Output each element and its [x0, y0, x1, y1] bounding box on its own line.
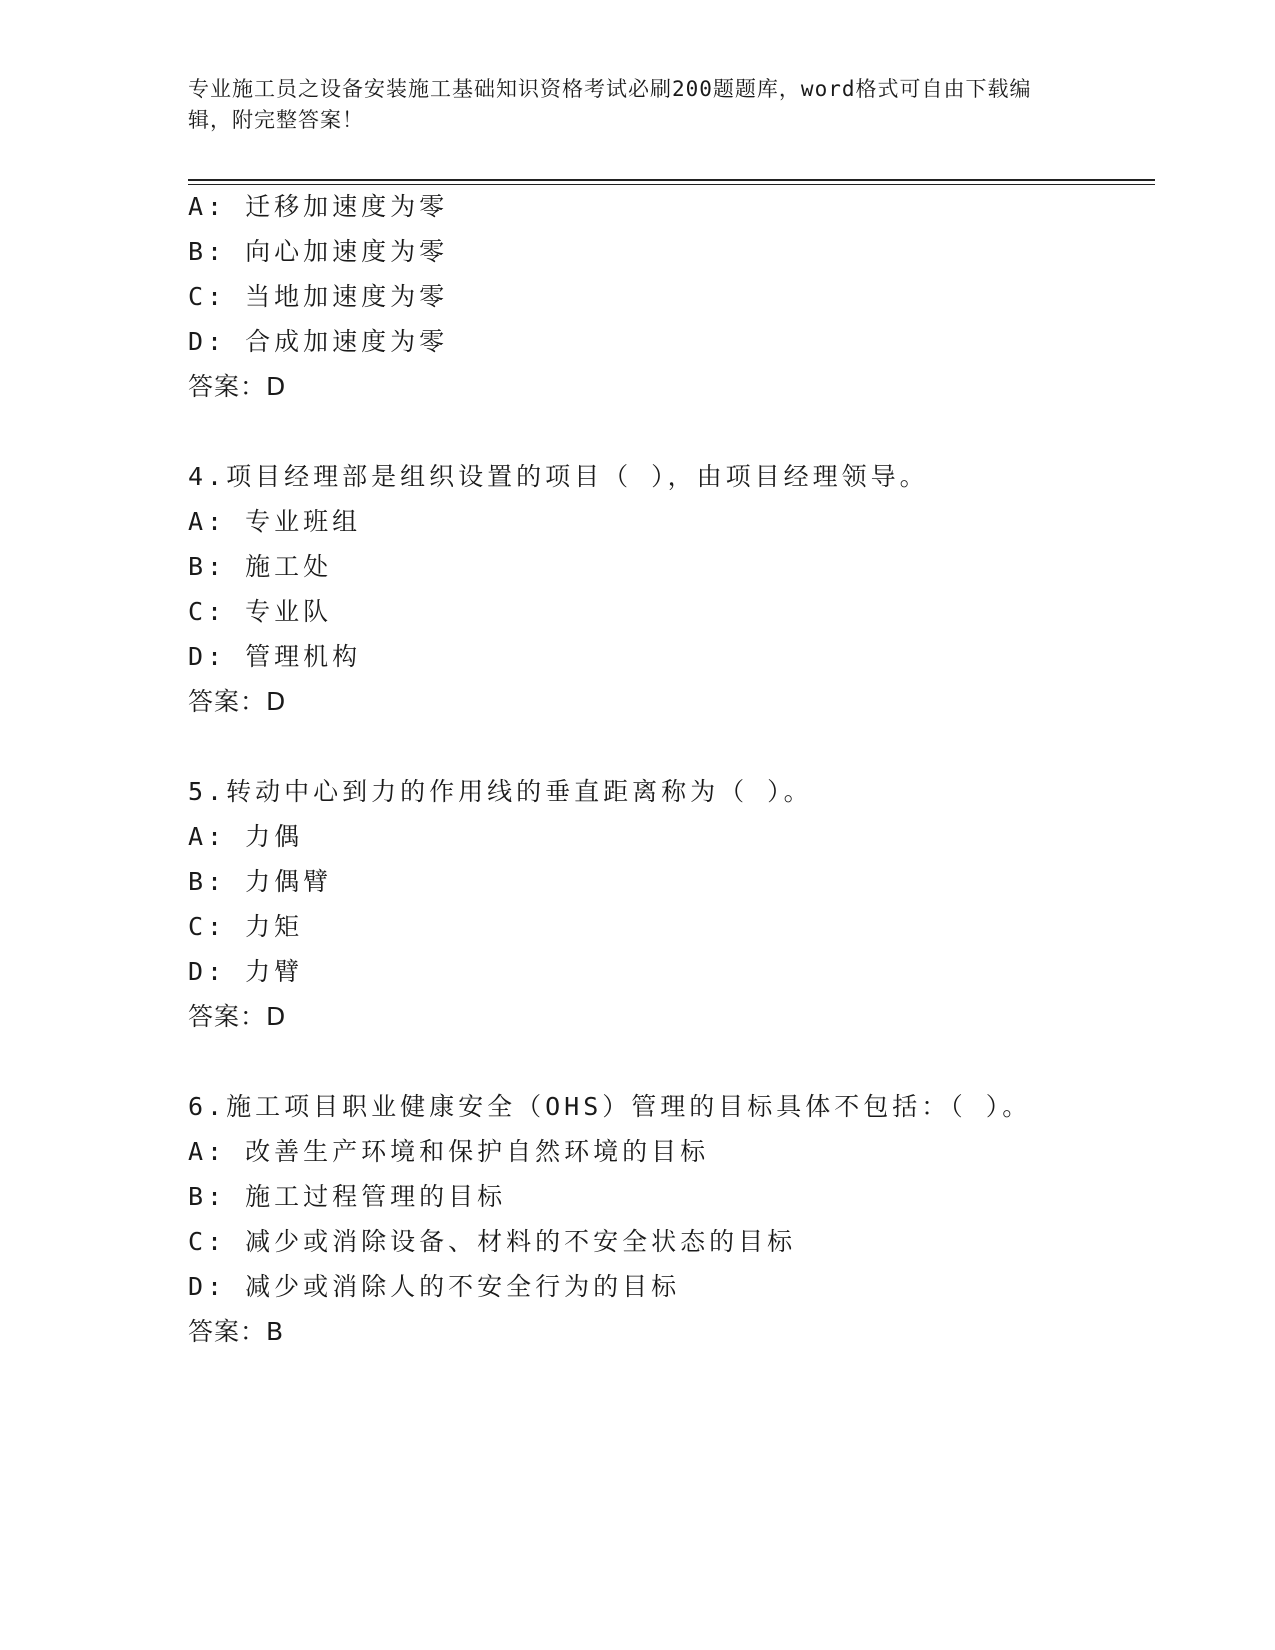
q3-answer: 答案：D	[188, 372, 287, 401]
q5-question: 5.转动中心到力的作用线的垂直距离称为（ ）。	[188, 777, 813, 806]
q6-answer: 答案：B	[188, 1317, 285, 1346]
q5-option-a: A: 力偶	[188, 822, 304, 851]
header-rule-thick	[188, 179, 1155, 181]
q3-option-b: B: 向心加速度为零	[188, 237, 449, 266]
document-header: 专业施工员之设备安装施工基础知识资格考试必刷200题题库，word格式可自由下载编辑，附完整答案！	[188, 77, 1032, 132]
q5-option-d: D: 力臂	[188, 957, 304, 986]
q5-option-c: C: 力矩	[188, 912, 304, 941]
q3-option-a: A: 迁移加速度为零	[188, 192, 449, 221]
q6-option-b: B: 施工过程管理的目标	[188, 1182, 507, 1211]
header-rule-thin	[188, 184, 1155, 185]
q6-option-c: C: 减少或消除设备、材料的不安全状态的目标	[188, 1227, 797, 1256]
q5-option-b: B: 力偶臂	[188, 867, 333, 896]
q4-question: 4.项目经理部是组织设置的项目（ ），由项目经理领导。	[188, 462, 929, 491]
q4-option-c: C: 专业队	[188, 597, 333, 626]
q4-option-a: A: 专业班组	[188, 507, 362, 536]
q5-answer: 答案：D	[188, 1002, 287, 1031]
q6-option-a: A: 改善生产环境和保护自然环境的目标	[188, 1137, 710, 1166]
q3-option-c: C: 当地加速度为零	[188, 282, 449, 311]
q3-option-d: D: 合成加速度为零	[188, 327, 449, 356]
q4-answer: 答案：D	[188, 687, 287, 716]
q4-option-d: D: 管理机构	[188, 642, 362, 671]
q4-option-b: B: 施工处	[188, 552, 333, 581]
q6-option-d: D: 减少或消除人的不安全行为的目标	[188, 1272, 681, 1301]
q6-question: 6.施工项目职业健康安全（OHS）管理的目标具体不包括：（ ）。	[188, 1092, 1032, 1121]
